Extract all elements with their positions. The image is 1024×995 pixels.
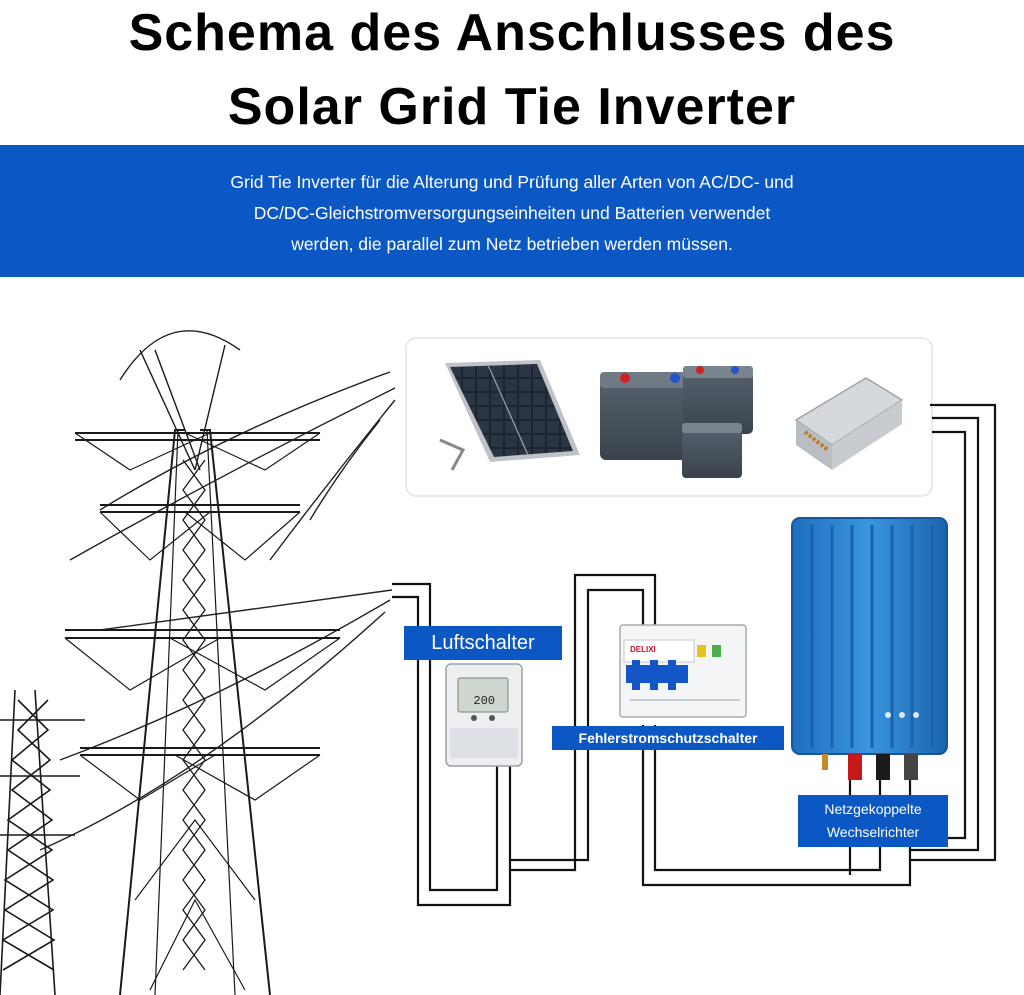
inverter-icon [792,518,947,780]
circuit-breaker-label: Luftschalter [404,626,562,660]
inverter-label [798,795,948,847]
description-line-2: DC/DC-Gleichstromversorgungseinheiten und Batterien verwendet [253,203,771,223]
description-line-1: Grid Tie Inverter für die Alterung und Prüfung aller Arten von AC/DC- und [230,172,794,192]
rcd-brand-text: DELIXI [630,645,656,654]
power-pylon-icon [65,345,340,995]
small-pylon-icon [0,690,85,995]
inverter-label-line-2: Wechselrichter [826,824,920,840]
title-line-1: Schema des Anschlusses des [128,4,896,62]
rcd-label: Fehlerstromschutzschalter [552,726,784,750]
rcd-breaker-icon [620,625,746,717]
electric-meter-icon [446,664,522,766]
inverter-label-line-1: Netzgekoppelte [824,801,922,817]
description-line-3: werden, die parallel zum Netz betrieben werden müssen. [291,234,733,254]
title-line-2: Solar Grid Tie Inverter [227,78,797,136]
meter-display: 200 [473,694,495,708]
